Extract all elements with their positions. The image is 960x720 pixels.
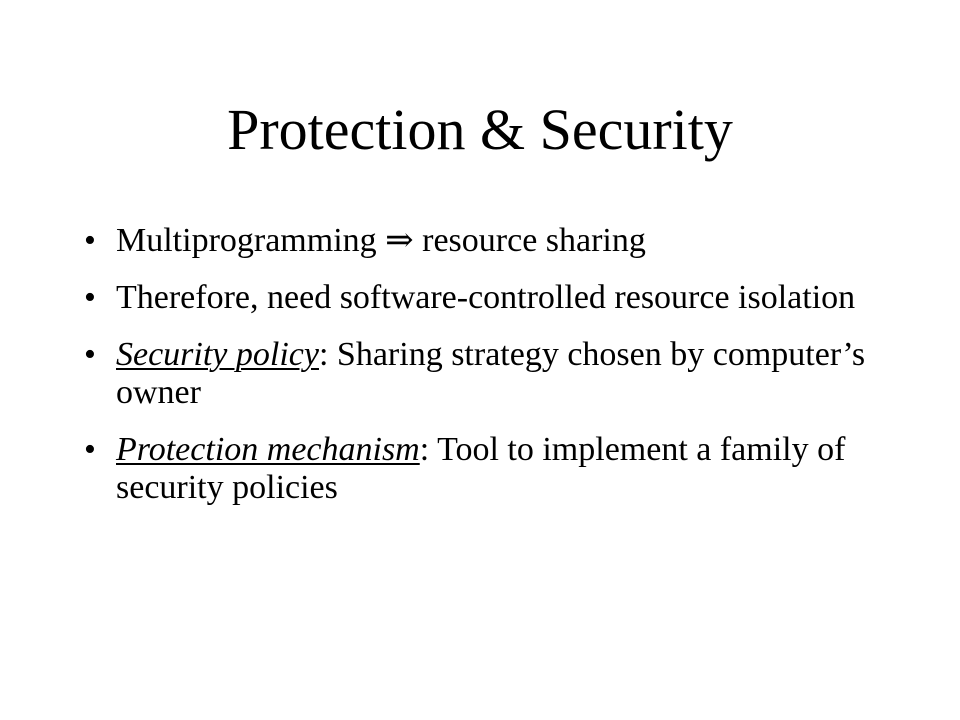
bullet-text: Multiprogramming ⇒ resource sharing xyxy=(116,222,646,259)
slide-title: Protection & Security xyxy=(227,97,733,162)
bullet-item-protection-mechanism xyxy=(80,431,900,507)
bullet-dot-icon: • xyxy=(84,336,96,373)
bullet-item-security-policy xyxy=(80,336,900,412)
bullet-text: : Tool to implement a family of security policies xyxy=(116,431,846,506)
bullet-dot-icon: • xyxy=(84,279,96,316)
bullet-dot-icon: • xyxy=(84,222,96,259)
term-protection-mechanism: Protection mechanism xyxy=(116,431,420,468)
bullet-item-isolation xyxy=(80,279,900,317)
bullet-dot-icon: • xyxy=(84,431,96,468)
bullet-text: : Sharing strategy chosen by computer’s owner xyxy=(116,336,866,411)
bullet-list xyxy=(80,222,900,526)
bullet-item-multiprogramming xyxy=(80,222,900,260)
bullet-text: Therefore, need software-controlled resource isolation xyxy=(116,279,856,316)
term-security-policy: Security policy xyxy=(116,336,319,373)
